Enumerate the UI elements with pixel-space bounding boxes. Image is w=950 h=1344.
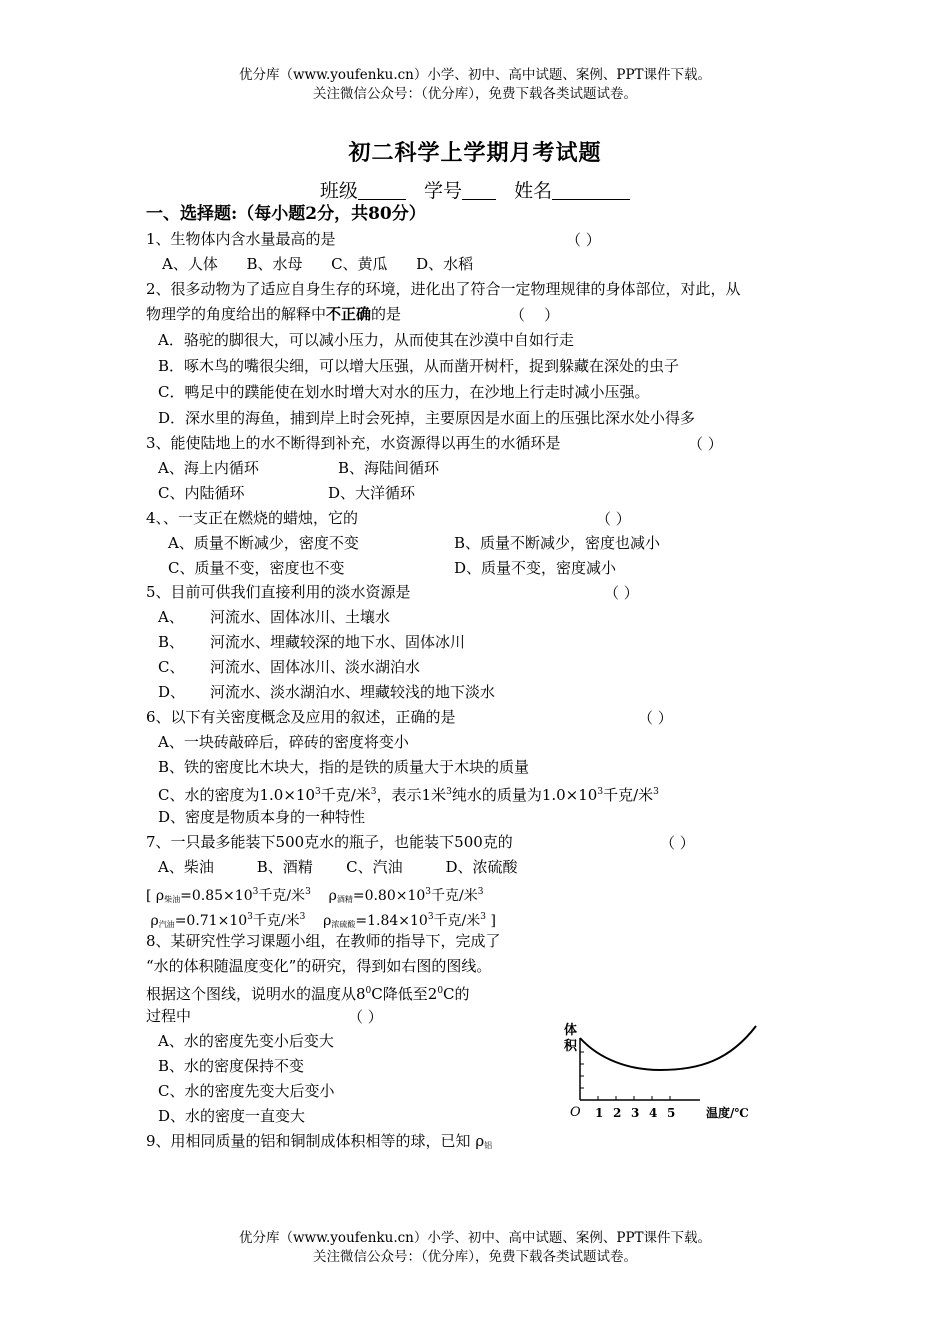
q5-label-a: A、 <box>158 608 184 626</box>
q5-option-b: 河流水、埋藏较深的地下水、固体冰川 <box>210 633 466 651</box>
q3-option-a: A、海上内循环 <box>158 459 259 477</box>
q4-answer-paren[interactable]: （ ） <box>596 510 631 528</box>
footer-line-2: 关注微信公众号：（优分库），免费下载各类试题试卷。 <box>313 1249 637 1265</box>
header-line-1: 优分库（www.youfenku.cn）小学、初中、高中试题、案例、PPT课件下载。 <box>238 67 712 83</box>
q6-answer-paren[interactable]: （ ） <box>638 709 673 727</box>
q5-answer-paren[interactable]: （ ） <box>604 584 639 602</box>
q7-density-row-2: $\rho_{汽油}=0.71\times 10^3$千克/米$^3$ $\rho_{浓硫酸}=1.84\times 10^3$千克/米$^3$ ] <box>150 912 496 929</box>
q5-stem: 5、目前可供我们直接利用的淡水资源是 <box>146 583 411 601</box>
class-blank[interactable] <box>358 181 406 200</box>
q5-label-b: B、 <box>158 633 185 651</box>
q7-answer-paren[interactable]: （ ） <box>660 834 695 852</box>
q5-label-d: D、 <box>158 683 186 701</box>
number-label: 学号 <box>423 180 462 202</box>
graph-ylabel-2: 积 <box>564 1039 578 1054</box>
q7-stem: 7、一只最多能装下500克水的瓶子，也能装下500克的 <box>146 833 513 851</box>
q3-option-d: D、大洋循环 <box>328 484 416 502</box>
q2-option-d: D．深水里的海鱼，捕到岸上时会死掉，主要原因是水面上的压强比深水处小得多 <box>158 409 696 427</box>
graph-tick-label: 5 <box>667 1106 676 1120</box>
q8-option-b: B、水的密度保持不变 <box>158 1057 305 1075</box>
q8-option-c: C、水的密度先变大后变小 <box>158 1082 335 1100</box>
q1-answer-paren[interactable]: （ ） <box>566 231 601 249</box>
section-heading: 一、选择题:（每小题2分，共80分） <box>146 204 426 224</box>
footer-line-1: 优分库（www.youfenku.cn）小学、初中、高中试题、案例、PPT课件下载。 <box>238 1230 712 1246</box>
name-blank[interactable] <box>552 181 630 200</box>
q4-option-d: D、质量不变，密度减小 <box>454 559 617 577</box>
q4-stem: 4、、一支正在燃烧的蜡烛，它的 <box>146 509 359 527</box>
q2-option-b: B．啄木鸟的嘴很尖细，可以增大压强，从而凿开树杆，捉到躲藏在深处的虫子 <box>158 357 680 375</box>
graph-tick-label: 4 <box>649 1106 658 1120</box>
q3-option-b: B、海陆间循环 <box>338 459 440 477</box>
graph-volume-curve <box>580 1026 756 1070</box>
q8-stem-4: 过程中 <box>146 1007 192 1025</box>
q6-option-d: D、密度是物质本身的一种特性 <box>158 808 366 826</box>
graph-tick-label: 3 <box>631 1106 640 1120</box>
q6-option-c: C、水的密度为$1.0\times 10^3$千克/米$^3$，表示1米$^3$纯水的质量为$1.0\times 10^3$千克/米$^3$ <box>158 786 659 804</box>
graph-ylabel-1: 体 <box>564 1023 578 1038</box>
q2-answer-paren[interactable]: （ ） <box>510 306 560 324</box>
q7-options: A、柴油 B、酒精 C、汽油 D、浓硫酸 <box>158 858 518 876</box>
q5-option-d: 河流水、淡水湖泊水、埋藏较浅的地下淡水 <box>210 683 496 701</box>
number-blank[interactable] <box>462 181 496 200</box>
q1-stem: 1、生物体内含水量最高的是 <box>146 230 336 248</box>
q4-option-a: A、质量不断减少，密度不变 <box>168 534 359 552</box>
page-title: 初二科学上学期月考试题 <box>348 140 602 166</box>
q8-stem-3: 根据这个图线，说明水的温度从$8^0C$降低至$2^0C$的 <box>146 985 470 1003</box>
graph-origin-label: O <box>570 1105 581 1120</box>
student-info <box>0 176 950 203</box>
q3-answer-paren[interactable]: （ ） <box>688 435 723 453</box>
graph-tick-label: 2 <box>613 1106 622 1120</box>
volume-temperature-graph <box>560 1020 770 1124</box>
q2-emphasis: 不正确 <box>326 305 372 323</box>
q4-option-b: B、质量不断减少，密度也减小 <box>454 534 661 552</box>
graph-xlabel: 温度/℃ <box>706 1106 749 1120</box>
q8-stem-2: “水的体积随温度变化”的研究，得到如右图的图线。 <box>146 957 492 975</box>
q4-option-c: C、质量不变，密度也不变 <box>168 559 345 577</box>
q6-option-b: B、铁的密度比木块大，指的是铁的质量大于木块的质量 <box>158 758 530 776</box>
q7-density-row-1: [ $\rho_{柴油}=0.85\times 10^3$千克/米$^3$ $\rho_{酒精}=0.80\times 10^3$千克/米$^3$ <box>146 887 484 904</box>
class-label: 班级 <box>319 180 358 202</box>
q2-option-a: A．骆驼的脚很大，可以减小压力，从而使其在沙漠中自如行走 <box>158 331 574 349</box>
q8-stem-1: 8、某研究性学习课题小组，在教师的指导下，完成了 <box>146 932 501 950</box>
q3-stem: 3、能使陆地上的水不断得到补充，水资源得以再生的水循环是 <box>146 434 561 452</box>
q2-stem-2: 物理学的角度给出的解释中不正确的是 <box>146 305 402 323</box>
q1-options: A、人体 B、水母 C、黄瓜 D、水稻 <box>162 255 474 273</box>
q5-label-c: C、 <box>158 658 185 676</box>
q9-stem: 9、用相同质量的铝和铜制成体积相等的球，已知 $\rho_铝$ <box>146 1132 493 1150</box>
q2-option-c: C．鸭足中的蹼能使在划水时增大对水的压力，在沙地上行走时减小压强。 <box>158 383 650 401</box>
q8-answer-paren[interactable]: （ ） <box>348 1008 383 1026</box>
graph-tick-label: 1 <box>595 1106 604 1120</box>
q8-option-a: A、水的密度先变小后变大 <box>158 1032 334 1050</box>
q6-option-a: A、一块砖敲碎后，碎砖的密度将变小 <box>158 733 409 751</box>
q8-option-d: D、水的密度一直变大 <box>158 1107 306 1125</box>
q6-stem: 6、以下有关密度概念及应用的叙述，正确的是 <box>146 708 456 726</box>
q5-option-a: 河流水、固体冰川、土壤水 <box>210 608 391 626</box>
header-line-2: 关注微信公众号：（优分库），免费下载各类试题试卷。 <box>313 86 637 102</box>
q2-stem-1: 2、很多动物为了适应自身生存的环境，进化出了符合一定物理规律的身体部位，对此，从 <box>146 280 741 298</box>
q3-option-c: C、内陆循环 <box>158 484 245 502</box>
q5-option-c: 河流水、固体冰川、淡水湖泊水 <box>210 658 421 676</box>
name-label: 姓名 <box>514 180 553 202</box>
